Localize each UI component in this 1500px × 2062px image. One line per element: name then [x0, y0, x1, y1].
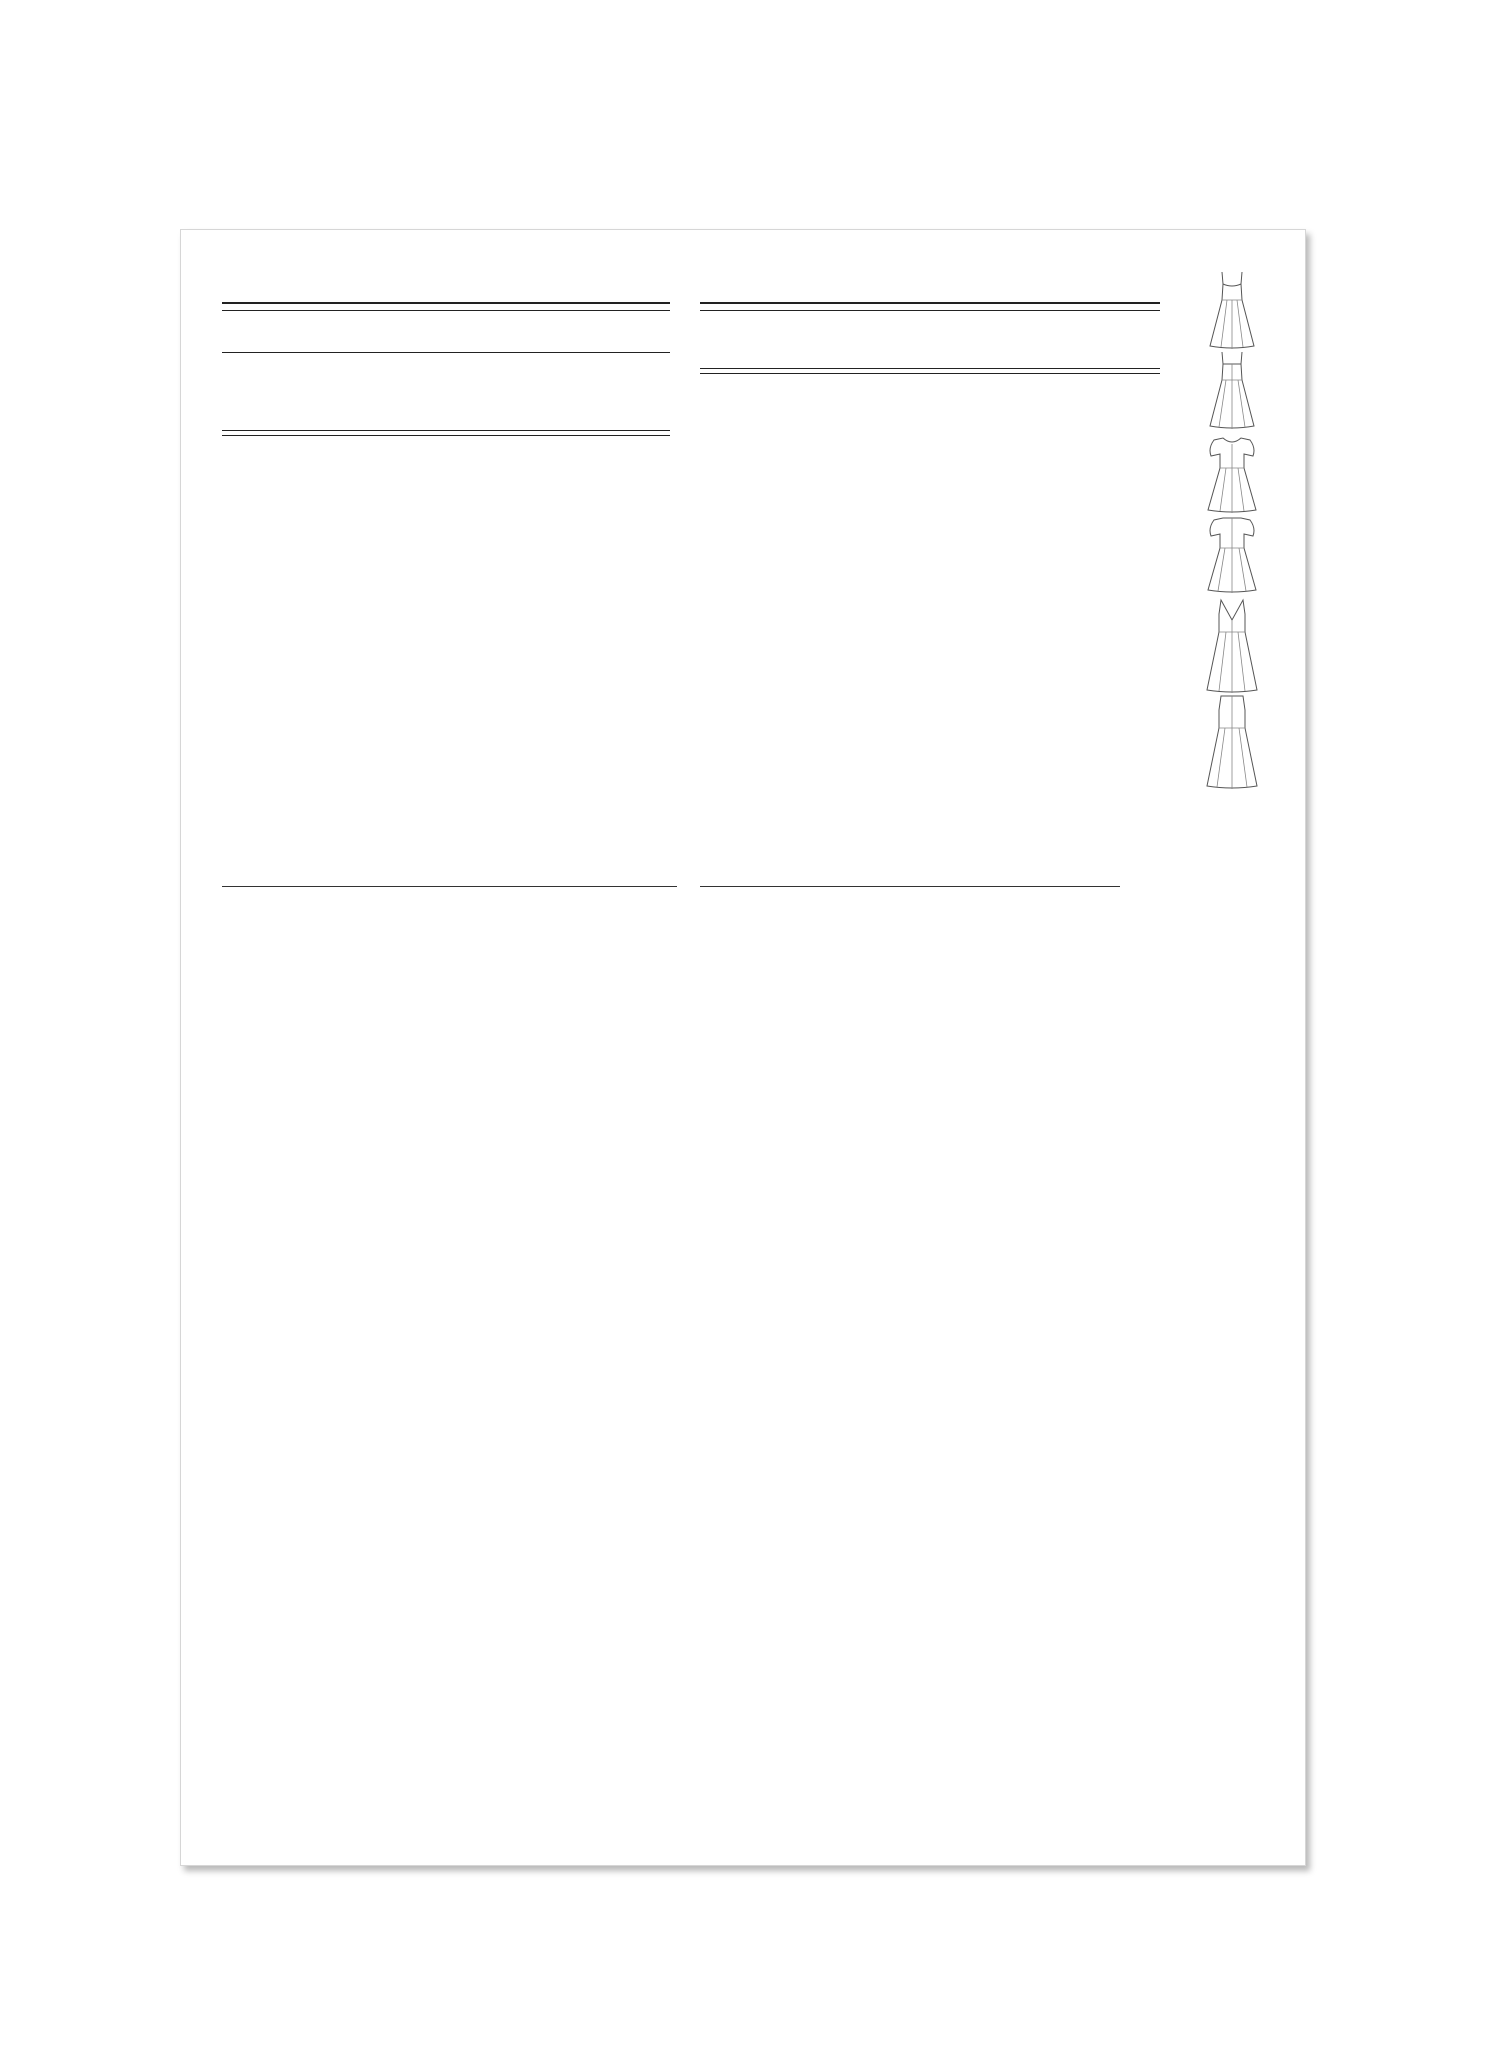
- value-cell: [584, 353, 615, 371]
- value-cell: [553, 453, 584, 471]
- value-cell: [620, 311, 652, 329]
- row-label: [222, 353, 301, 371]
- value-cell: [335, 388, 366, 406]
- value-cell: [846, 329, 878, 347]
- value-cell: [1035, 346, 1067, 364]
- value-cell: [428, 453, 459, 471]
- value-cell: [459, 453, 490, 471]
- value-cell: [972, 346, 1004, 364]
- value-cell: [553, 388, 584, 406]
- value-cell: [909, 311, 941, 329]
- fr-size-table: [700, 311, 1129, 364]
- value-cell: [1003, 311, 1035, 329]
- row-label: [700, 346, 780, 364]
- value-cell: [557, 311, 589, 329]
- spacer-cell: [780, 329, 814, 347]
- value-cell: [615, 436, 646, 454]
- table-row: [222, 353, 670, 371]
- value-cell: [494, 311, 526, 329]
- value-cell: [615, 471, 646, 489]
- spacer-cell: [301, 406, 335, 424]
- value-cell: [335, 436, 366, 454]
- view-sketches: [1197, 270, 1267, 794]
- value-cell: [490, 488, 521, 506]
- row-label: [222, 311, 302, 329]
- value-cell: [490, 453, 521, 471]
- value-cell: [522, 406, 553, 424]
- fr-european-row: [700, 346, 1129, 364]
- spacer-cell: [301, 471, 335, 489]
- value-cell: [584, 388, 615, 406]
- value-cell: [366, 388, 397, 406]
- value-cell: [459, 488, 490, 506]
- value-cell: [490, 436, 521, 454]
- value-cell: [940, 329, 972, 347]
- value-cell: [335, 353, 366, 371]
- value-cell: [459, 388, 490, 406]
- value-cell: [588, 329, 620, 347]
- dress-a-front-sketch: [1207, 270, 1257, 350]
- value-cell: [366, 488, 397, 506]
- value-cell: [972, 329, 1004, 347]
- value-cell: [553, 488, 584, 506]
- value-cell: [615, 353, 646, 371]
- value-cell: [494, 329, 526, 347]
- table-row: [222, 488, 670, 506]
- value-cell: [846, 311, 878, 329]
- value-cell: [335, 406, 366, 424]
- value-cell: [459, 406, 490, 424]
- value-cell: [525, 329, 557, 347]
- value-cell: [366, 371, 397, 389]
- value-cell: [431, 311, 463, 329]
- value-cell: [522, 453, 553, 471]
- value-cell: [584, 371, 615, 389]
- row-label: [222, 453, 301, 471]
- en-body-table: [222, 353, 670, 423]
- value-cell: [525, 311, 557, 329]
- value-cell: [462, 311, 494, 329]
- value-cell: [428, 406, 459, 424]
- table-row: [222, 436, 670, 454]
- value-cell: [615, 488, 646, 506]
- spacer-cell: [301, 388, 335, 406]
- en-yardage: [222, 430, 670, 431]
- value-cell: [940, 311, 972, 329]
- en-size-table: [222, 311, 651, 346]
- value-cell: [522, 436, 553, 454]
- value-cell: [972, 311, 1004, 329]
- value-cell: [814, 346, 846, 364]
- value-cell: [557, 329, 589, 347]
- value-cell: [368, 329, 400, 347]
- value-cell: [877, 346, 909, 364]
- value-cell: [584, 453, 615, 471]
- value-cell: [877, 329, 909, 347]
- unit-cell: [646, 406, 670, 424]
- value-cell: [428, 388, 459, 406]
- dress-b-back-sketch: [1204, 514, 1260, 594]
- value-cell: [615, 406, 646, 424]
- row-label: [222, 406, 301, 424]
- value-cell: [459, 471, 490, 489]
- unit-cell: [646, 388, 670, 406]
- row-label: [222, 388, 301, 406]
- en-sizes-row: [222, 311, 651, 329]
- value-cell: [553, 436, 584, 454]
- dress-c-back-sketch: [1204, 694, 1260, 790]
- value-cell: [397, 488, 428, 506]
- value-cell: [1066, 346, 1098, 364]
- value-cell: [522, 488, 553, 506]
- value-cell: [584, 471, 615, 489]
- unit-cell: [646, 471, 670, 489]
- value-cell: [366, 453, 397, 471]
- value-cell: [584, 406, 615, 424]
- table-row: [222, 371, 670, 389]
- value-cell: [459, 353, 490, 371]
- spacer-cell: [780, 346, 814, 364]
- value-cell: [1003, 346, 1035, 364]
- unit-cell: [646, 371, 670, 389]
- row-label: [700, 329, 780, 347]
- row-label: [222, 471, 301, 489]
- french-column: [700, 302, 1160, 374]
- value-cell: [397, 436, 428, 454]
- spacer-cell: [301, 371, 335, 389]
- value-cell: [522, 353, 553, 371]
- value-cell: [397, 471, 428, 489]
- value-cell: [459, 371, 490, 389]
- spacer-cell: [302, 311, 336, 329]
- value-cell: [846, 346, 878, 364]
- value-cell: [522, 388, 553, 406]
- value-cell: [1098, 346, 1130, 364]
- value-cell: [1035, 329, 1067, 347]
- dress-c-front-sketch: [1204, 598, 1260, 694]
- value-cell: [584, 488, 615, 506]
- value-cell: [1003, 329, 1035, 347]
- spacer-cell: [780, 311, 814, 329]
- value-cell: [615, 388, 646, 406]
- value-cell: [428, 353, 459, 371]
- unit-cell: [646, 488, 670, 506]
- table-row: [222, 453, 670, 471]
- fr-foot-rule: [700, 886, 1120, 887]
- value-cell: [428, 436, 459, 454]
- value-cell: [335, 488, 366, 506]
- en-foot-rule: [222, 886, 677, 887]
- table-row: [222, 406, 670, 424]
- value-cell: [522, 371, 553, 389]
- value-cell: [490, 388, 521, 406]
- value-cell: [877, 311, 909, 329]
- value-cell: [615, 453, 646, 471]
- value-cell: [490, 471, 521, 489]
- en-length-table: [222, 471, 670, 506]
- value-cell: [366, 406, 397, 424]
- spacer-cell: [301, 436, 335, 454]
- value-cell: [588, 311, 620, 329]
- value-cell: [368, 311, 400, 329]
- unit-cell: [646, 353, 670, 371]
- value-cell: [1035, 311, 1067, 329]
- value-cell: [428, 371, 459, 389]
- table-row: [222, 388, 670, 406]
- unit-cell: [646, 453, 670, 471]
- en-finished-table: [222, 436, 670, 471]
- group-divider: [222, 430, 670, 431]
- table-row: [222, 471, 670, 489]
- row-label: [700, 311, 780, 329]
- spacer-cell: [302, 329, 336, 347]
- value-cell: [336, 311, 368, 329]
- value-cell: [1098, 311, 1130, 329]
- pattern-envelope-back: [180, 229, 1306, 1866]
- value-cell: [431, 329, 463, 347]
- value-cell: [366, 353, 397, 371]
- value-cell: [615, 371, 646, 389]
- value-cell: [399, 329, 431, 347]
- value-cell: [397, 453, 428, 471]
- value-cell: [1066, 329, 1098, 347]
- value-cell: [909, 329, 941, 347]
- value-cell: [553, 406, 584, 424]
- spacer-cell: [301, 353, 335, 371]
- spacer-cell: [301, 488, 335, 506]
- value-cell: [490, 371, 521, 389]
- value-cell: [397, 353, 428, 371]
- value-cell: [814, 311, 846, 329]
- value-cell: [553, 353, 584, 371]
- value-cell: [366, 436, 397, 454]
- value-cell: [522, 471, 553, 489]
- value-cell: [1066, 311, 1098, 329]
- value-cell: [336, 329, 368, 347]
- value-cell: [428, 488, 459, 506]
- value-cell: [553, 371, 584, 389]
- value-cell: [490, 353, 521, 371]
- fr-french-sizes-row: [700, 329, 1129, 347]
- row-label: [222, 329, 302, 347]
- value-cell: [553, 471, 584, 489]
- value-cell: [428, 471, 459, 489]
- value-cell: [397, 406, 428, 424]
- value-cell: [584, 436, 615, 454]
- value-cell: [1098, 329, 1130, 347]
- value-cell: [620, 329, 652, 347]
- unit-cell: [646, 436, 670, 454]
- value-cell: [490, 406, 521, 424]
- dress-b-front-sketch: [1204, 434, 1260, 514]
- value-cell: [399, 311, 431, 329]
- value-cell: [335, 453, 366, 471]
- value-cell: [909, 346, 941, 364]
- spacer-cell: [301, 453, 335, 471]
- row-label: [222, 488, 301, 506]
- value-cell: [397, 371, 428, 389]
- value-cell: [814, 329, 846, 347]
- row-label: [222, 436, 301, 454]
- value-cell: [335, 471, 366, 489]
- dress-a-back-sketch: [1207, 350, 1257, 430]
- english-column: [222, 302, 670, 506]
- value-cell: [397, 388, 428, 406]
- value-cell: [462, 329, 494, 347]
- value-cell: [335, 371, 366, 389]
- value-cell: [940, 346, 972, 364]
- en-european-row: [222, 329, 651, 347]
- value-cell: [459, 436, 490, 454]
- fr-sizes-row: [700, 311, 1129, 329]
- value-cell: [366, 471, 397, 489]
- row-label: [222, 371, 301, 389]
